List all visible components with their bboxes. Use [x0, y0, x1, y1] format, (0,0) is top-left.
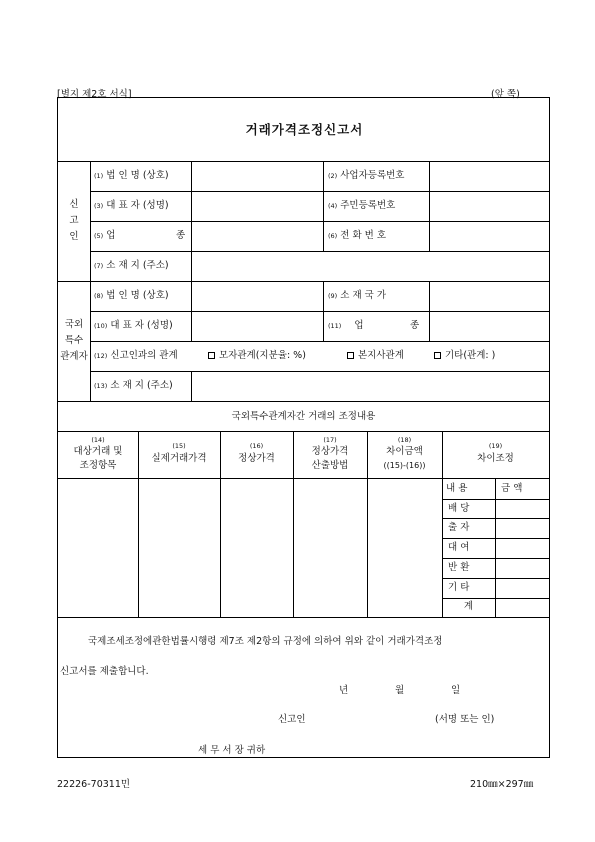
column-number: (15) [172, 442, 186, 450]
field-number: (9) [328, 292, 338, 300]
sub-header-content: 내 용 [446, 483, 468, 494]
foreign-company-name-field[interactable] [192, 282, 322, 310]
reporter-representative-field[interactable] [192, 192, 322, 220]
other-relationship-option[interactable]: 기타(관계: ) [434, 350, 495, 362]
column-pricing-method: 정상가격 [311, 446, 349, 457]
column-number: (17) [323, 436, 337, 444]
foreign-business-type-label-end: 종 [410, 320, 420, 331]
reporter-address-field[interactable] [192, 252, 548, 280]
country-field[interactable] [430, 282, 548, 310]
foreign-address-field[interactable] [192, 372, 548, 400]
reporter-label-1: 신 [69, 199, 79, 210]
checkbox-icon[interactable] [347, 352, 354, 359]
date-day-label: 일 [451, 685, 461, 696]
foreign-representative-field[interactable] [192, 312, 322, 340]
field-number: (2) [328, 172, 338, 180]
item-dividend: 배 당 [448, 503, 470, 514]
checkbox-icon[interactable] [208, 352, 215, 359]
item-total: 계 [463, 601, 474, 612]
business-registration-field[interactable] [430, 162, 548, 190]
declaration-line-2: 신고서를 제출합니다. [60, 666, 149, 677]
field-number: (8) [94, 292, 104, 300]
country-label: 소 재 국 가 [340, 290, 387, 301]
paper-size: 210㎜×297㎜ [470, 779, 534, 790]
resident-registration-field[interactable] [430, 192, 548, 220]
column-target-transaction: 대상거래 및 [73, 446, 123, 457]
form-number-label: [별지 제2호 서식] [57, 89, 132, 100]
foreign-address-label: 소 재 지 (주소) [110, 380, 173, 391]
column-difference: 차이금액 [386, 446, 423, 457]
field-number: (4) [328, 202, 338, 210]
item-loan: 대 여 [448, 542, 470, 553]
date-month-label: 월 [395, 685, 405, 696]
reporter-company-name-label: 법 인 명 (상호) [106, 170, 169, 181]
item-return: 반 환 [448, 562, 470, 573]
date-year-label: 년 [339, 685, 349, 696]
reporter-label-2: 고 [69, 215, 79, 226]
reporter-address-label: 소 재 지 (주소) [106, 260, 169, 271]
field-number: (11) [328, 322, 342, 330]
field-number: (5) [94, 232, 104, 240]
column-arms-length-price: 정상가격 [238, 453, 275, 464]
form-title: 거래가격조정신고서 [245, 122, 364, 137]
column-number: (18) [397, 436, 412, 444]
column-number: (14) [91, 436, 105, 444]
checkbox-icon[interactable] [434, 352, 441, 359]
item-investment: 출 자 [448, 522, 470, 533]
field-number: (12) [94, 352, 108, 360]
column-difference-formula: ((15)-(16)) [383, 461, 426, 470]
column-number: (19) [488, 442, 503, 450]
sub-header-amount: 금 액 [501, 483, 523, 494]
foreign-business-type-field[interactable] [430, 312, 548, 340]
business-type-label-end: 종 [176, 230, 186, 241]
column-pricing-method-2: 산출방법 [311, 460, 349, 471]
form-code: 22226-70311민 [57, 779, 131, 790]
foreign-party-label-1: 국외 [64, 319, 84, 330]
reporter-representative-label: 대 표 자 (성명) [106, 200, 169, 211]
reporter-company-name-field[interactable] [192, 162, 322, 190]
parent-subsidiary-option[interactable]: 모자관계(지분율: %) [208, 350, 306, 362]
foreign-business-type-label: 업 [354, 320, 364, 331]
relationship-label: 신고인과의 관계 [110, 350, 178, 361]
business-registration-label: 사업자등록번호 [340, 170, 405, 181]
item-other: 기 타 [448, 582, 470, 593]
column-actual-price: 실제거래가격 [151, 453, 207, 464]
signature-note: (서명 또는 인) [435, 714, 495, 725]
adjustment-report-form [57, 97, 550, 758]
foreign-party-label-3: 관계자 [60, 351, 88, 362]
foreign-representative-label: 대 표 자 (성명) [110, 320, 173, 331]
reporter-label-3: 인 [69, 231, 79, 242]
field-number: (3) [94, 202, 104, 210]
adjustment-heading: 국외특수관계자간 거래의 조정내용 [231, 411, 376, 422]
column-number: (16) [249, 442, 264, 450]
foreign-company-name-label: 법 인 명 (상호) [106, 290, 169, 301]
business-type-label: 업 [106, 230, 116, 241]
field-number: (13) [94, 382, 108, 390]
head-branch-option[interactable]: 본지사관계 [347, 350, 404, 362]
field-number: (1) [94, 172, 104, 180]
foreign-party-label-2: 특수 [64, 335, 84, 346]
phone-number-label: 전 화 번 호 [340, 230, 387, 241]
phone-number-field[interactable] [430, 222, 548, 250]
declaration-line-1: 국제조세조정에관한법률시행령 제7조 제2항의 규정에 의하여 위와 같이 거래가격조정 [88, 636, 443, 647]
page-side-label: (앞 쪽) [491, 89, 520, 100]
column-difference-adjustment: 차이조정 [477, 453, 514, 464]
column-adjustment-item: 조정항목 [79, 460, 117, 471]
resident-registration-label: 주민등록번호 [340, 200, 396, 211]
signer-label: 신고인 [278, 714, 306, 725]
business-type-field[interactable] [192, 222, 322, 250]
field-number: (6) [328, 232, 338, 240]
field-number: (10) [94, 322, 108, 330]
recipient-tax-office: 세 무 서 장 귀하 [198, 745, 266, 756]
field-number: (7) [94, 262, 104, 270]
